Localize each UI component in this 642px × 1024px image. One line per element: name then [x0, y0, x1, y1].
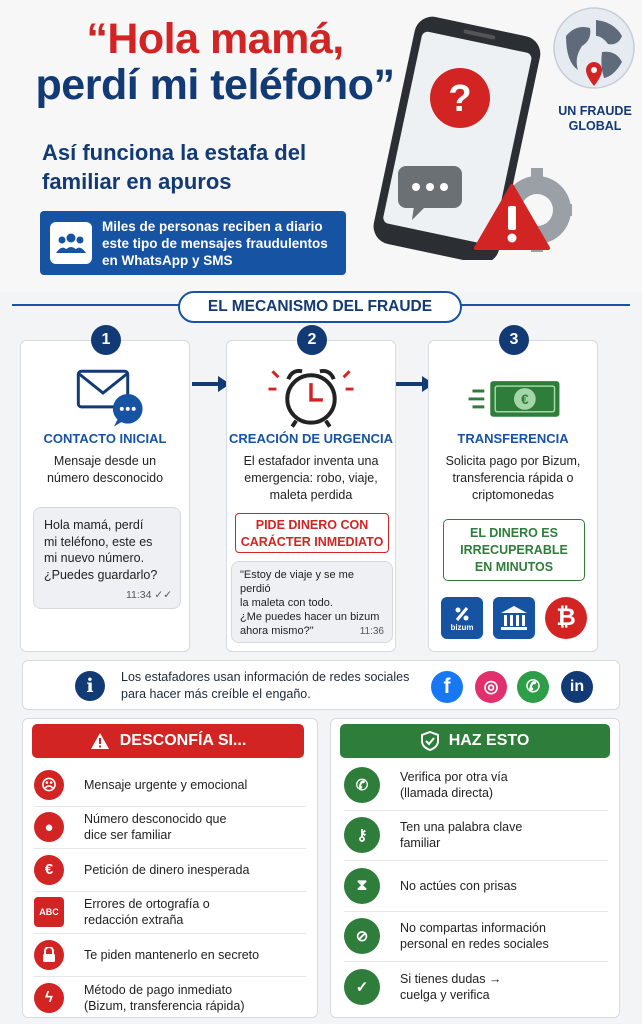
step-2-desc-line: El estafador inventa una [243, 454, 379, 468]
list-item [344, 912, 608, 963]
step-3-desc-line: transferencia rápida o [452, 471, 574, 485]
message-line: mi teléfono, este es [44, 534, 153, 549]
step-transfer-card [428, 340, 598, 652]
item-text: (llamada directa) [400, 785, 494, 800]
warning-triangle-icon [90, 732, 110, 750]
message-bubble [231, 561, 393, 643]
distrust-title [32, 724, 304, 758]
instagram-icon: ◎ [475, 671, 507, 703]
page-title [30, 16, 400, 108]
item-text: Verifica por otra vía [400, 769, 508, 784]
person-icon: ● [34, 812, 64, 842]
item-text: No compartas información [400, 921, 546, 936]
hourglass-icon: ⧗ [344, 868, 380, 904]
item-text: Método de pago inmediato [84, 982, 233, 997]
question-icon [430, 68, 490, 128]
subtitle-line-1: Así funciona la estafa del [42, 140, 307, 165]
step-3-desc-line: criptomonedas [472, 488, 554, 502]
bank-icon [493, 597, 535, 639]
bizum-icon [441, 597, 483, 639]
do-this-title-text: HAZ ESTO [448, 732, 530, 749]
list-item [34, 934, 306, 977]
info-line-2: este tipo de mensajes fraudulentos [102, 235, 328, 251]
item-text: familiar [400, 836, 441, 851]
euro-icon: € [34, 855, 64, 885]
step-1-title: CONTACTO INICIAL [43, 431, 167, 446]
info-icon: i [75, 671, 105, 701]
warning-line: EN MINUTOS [474, 560, 554, 574]
step-1-desc-line: Mensaje desde un [53, 454, 157, 468]
envelope-chat-icon [21, 359, 189, 429]
message-bubble [33, 507, 181, 609]
people-icon [50, 222, 92, 264]
step-3-title: TRANSFERENCIA [457, 431, 569, 446]
item-text: Ten una palabra clave [400, 820, 523, 835]
item-text: cuelga y verifica [400, 988, 490, 1003]
sad-face-icon: ☹ [34, 770, 64, 800]
message-line: ahora mismo?" [240, 625, 314, 637]
title-line-2: perdí mi teléfono” [35, 61, 395, 109]
step-2-description [235, 453, 387, 504]
info-line-3: en WhatsApp y SMS [102, 252, 233, 268]
header [0, 0, 642, 292]
list-item [344, 861, 608, 912]
item-text: dice ser familiar [84, 828, 172, 843]
do-this-list [344, 760, 608, 1013]
note-line: Los estafadores usan información de redes sociales [121, 670, 410, 684]
svg-text:€: € [521, 390, 529, 407]
list-item [34, 764, 306, 807]
note-line: para hacer más creíble el engaño. [121, 687, 311, 701]
step-1-desc-line: número desconocido [46, 471, 164, 485]
message-line: Hola mamá, perdí [44, 518, 144, 532]
alert-line: PIDE DINERO CON [255, 518, 369, 532]
warning-line: IRRECUPERABLE [460, 543, 568, 557]
message-timestamp: 11:36 [359, 626, 384, 637]
social-media-note [22, 660, 620, 710]
item-text: Mensaje urgente y emocional [84, 777, 248, 792]
distrust-title-text: DESCONFÍA SI... [119, 732, 247, 749]
step-1-description [29, 453, 181, 487]
list-item [344, 962, 608, 1013]
list-item [344, 811, 608, 862]
global-fraud-label [548, 104, 642, 134]
eye-off-icon: ⊘ [344, 918, 380, 954]
list-item [34, 849, 306, 892]
note-text [121, 669, 431, 703]
banknote-euro-icon [429, 359, 597, 429]
step-number-1: 1 [91, 325, 121, 355]
step-3-description [437, 453, 589, 504]
item-text: (Bizum, transferencia rápida) [84, 998, 245, 1013]
message-line: la maleta con todo. [240, 597, 333, 609]
message-line: "Estoy de viaje y se me perdió [240, 569, 354, 595]
shield-check-icon: ✓ [344, 969, 380, 1005]
distrust-list [34, 764, 306, 1019]
message-line: ¿Me puedes hacer un bizum [240, 611, 380, 623]
item-text: Si tienes dudas → [400, 972, 502, 987]
mechanism-title: EL MECANISMO DEL FRAUDE [178, 291, 462, 323]
warning-line: EL DINERO ES [470, 526, 558, 540]
facebook-icon: f [431, 671, 463, 703]
list-item [34, 892, 306, 935]
globe-icon [552, 6, 636, 90]
abc-icon: ABC [34, 897, 64, 927]
shield-icon [421, 731, 439, 751]
list-item [34, 807, 306, 850]
list-item [344, 760, 608, 811]
global-label-line-1: UN FRAUDE [558, 104, 632, 118]
item-text: Errores de ortografía o [84, 897, 210, 912]
info-line-1: Miles de personas reciben a diario [102, 218, 323, 234]
item-text: personal en redes sociales [400, 937, 549, 952]
message-line: mi nuevo número. [44, 551, 145, 565]
alert-line: CARÁCTER INMEDIATO [240, 535, 384, 549]
whatsapp-icon: ✆ [517, 671, 549, 703]
info-banner [40, 211, 346, 275]
subtitle [42, 138, 342, 196]
list-item [34, 977, 306, 1020]
step-3-desc-line: Solicita pago por Bizum, [445, 454, 581, 468]
item-text: redacción extraña [84, 913, 184, 928]
step-number-3: 3 [499, 325, 529, 355]
do-this-title [340, 724, 610, 758]
alarm-clock-icon [227, 359, 395, 429]
step-contact-card [20, 340, 190, 652]
phone-icon: ✆ [344, 767, 380, 803]
urgent-money-alert [235, 513, 389, 553]
global-label-line-2: GLOBAL [568, 119, 622, 133]
step-urgency-card [226, 340, 396, 652]
phone-illustration [362, 10, 572, 260]
step-2-desc-line: emergencia: robo, viaje, [244, 471, 378, 485]
lock-icon [34, 940, 64, 970]
subtitle-line-2: familiar en apuros [42, 169, 232, 194]
irrecoverable-warning [443, 519, 585, 581]
bitcoin-icon: ₿ [545, 597, 587, 639]
message-timestamp: 11:34 ✓✓ [125, 588, 172, 601]
lightning-icon: ϟ [34, 983, 64, 1013]
item-text: Te piden mantenerlo en secreto [84, 947, 260, 962]
svg-text:?: ? [448, 78, 472, 120]
linkedin-icon: in [561, 671, 593, 703]
bizum-label: bizum [450, 622, 474, 632]
key-icon: ⚷ [344, 817, 380, 853]
step-2-title: CREACIÓN DE URGENCIA [229, 431, 393, 446]
title-line-1: “Hola mamá, [86, 15, 344, 63]
item-text: No actúes con prisas [400, 878, 517, 893]
item-text: Petición de dinero inesperada [84, 862, 250, 877]
payment-methods [441, 597, 587, 641]
step-2-desc-line: maleta perdida [269, 488, 353, 502]
message-line: ¿Puedes guardarlo? [44, 567, 158, 582]
step-number-2: 2 [297, 325, 327, 355]
item-text: Número desconocido que [84, 812, 227, 827]
